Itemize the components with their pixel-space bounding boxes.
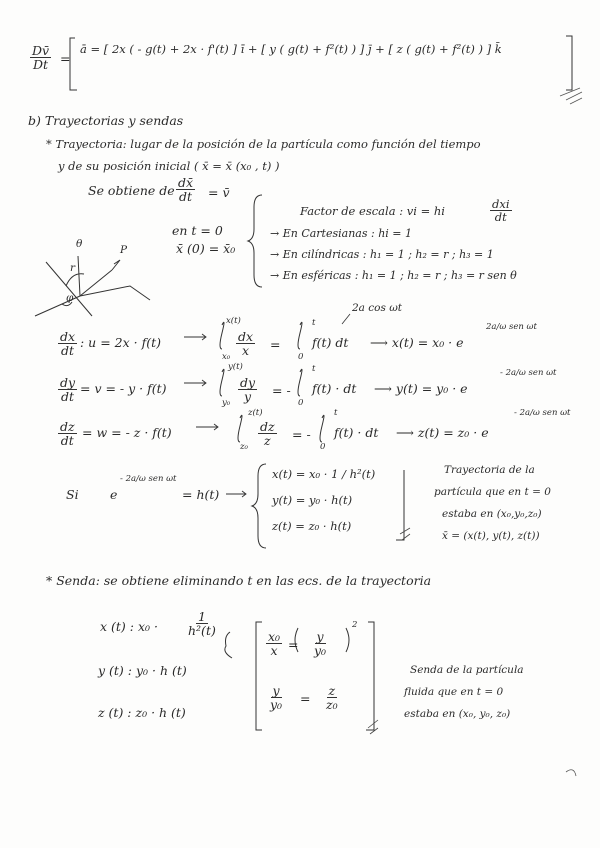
trajectory-definition-line1: * Trayectoria: lugar de la posición de la partícula como función del tiempo (46, 137, 481, 151)
scale-item-cartesian: → En Cartesianas : hi = 1 (270, 227, 413, 240)
fraction-denominator: y₀ (314, 643, 327, 659)
row1-int-upper: x(t) (226, 316, 241, 326)
scale-factor-fraction (490, 198, 512, 223)
initial-condition-time: en t = 0 (172, 223, 223, 238)
corner-mark (566, 770, 576, 776)
fraction-numerator: dxi (492, 197, 510, 211)
senda-z-line: z (t) : z₀ · h (t) (98, 705, 186, 720)
senda-ratio2-lhs (268, 684, 284, 711)
scale-item-cylindrical: → En cilíndricas : h₁ = 1 ; h₂ = r ; h₃ = 1 (270, 248, 494, 261)
fraction-denominator: z (264, 433, 271, 449)
si-rhs: = h(t) (182, 487, 220, 502)
row1-int2-lower: 0 (298, 352, 304, 362)
top-acceleration-expression: ā = [ 2x ( - g(t) + 2x · f'(t) ] ī + [ y ( g(t) + f²(t) ) ] j̄ + [ z ( g(t) + f²(t) ) ] k̄ (80, 42, 502, 56)
senda-note-line-1: Senda de la partícula (410, 664, 524, 676)
row1-exponent: 2a/ω sen ωt (486, 322, 537, 332)
fraction-numerator: x₀ (268, 629, 281, 644)
top-lhs-fraction (30, 44, 51, 71)
section-title: b) Trayectorias y sendas (28, 113, 184, 128)
scale-factor-title: Factor de escala : vi = hi (300, 204, 445, 218)
senda-ratio1-eq: = (288, 637, 299, 652)
row1-lhs-fraction (58, 330, 77, 357)
senda-ratio1-rhs (312, 630, 328, 657)
solution-z: z(t) = z₀ · h(t) (272, 519, 352, 533)
row1-eq: = (270, 337, 281, 352)
row2-int-lower: y₀ (222, 398, 231, 408)
row3-int2-upper: t (334, 408, 338, 418)
row1-result: ⟶ x(t) = x₀ · e (370, 335, 464, 350)
si-exponent: - 2a/ω sen ωt (120, 474, 177, 484)
sketch-label-r: r (70, 262, 76, 274)
row2-int-upper: y(t) (228, 362, 243, 372)
solution-x: x(t) = x₀ · 1 / h²(t) (272, 467, 376, 481)
scale-item-spherical: → En esféricas : h₁ = 1 ; h₂ = r ; h₃ = r sen θ (270, 269, 517, 282)
note-line-3: estaba en (x₀,y₀,z₀) (442, 508, 542, 520)
obtain-text: Se obtiene de (88, 183, 175, 198)
row3-int2-body: f(t) · dt (334, 425, 379, 440)
row3-int2-lower: 0 (320, 442, 326, 452)
row1-int2-upper: t (312, 318, 316, 328)
senda-note-line-3: estaba en (x₀, y₀, z₀) (404, 708, 511, 720)
coordinate-sketch (35, 256, 150, 316)
row3-int-fraction (258, 420, 277, 447)
si-base: e (110, 487, 118, 502)
fraction-denominator: Dt (33, 57, 49, 73)
fraction-denominator: x (242, 343, 250, 359)
fraction-numerator: y (272, 683, 280, 698)
row1-body: : u = 2x · f(t) (80, 335, 161, 350)
si-text: Si (66, 487, 79, 502)
fraction-denominator: dt (494, 210, 507, 225)
fraction-numerator: dx̄ (178, 175, 194, 190)
row3-exponent: - 2a/ω sen ωt (514, 408, 571, 418)
row3-int-lower: z₀ (240, 442, 248, 452)
trajectory-definition-line2: y de su posición inicial ( x̄ = x̄ (x₀ , t) ) (58, 159, 280, 173)
initial-condition-position: x̄ (0) = x̄₀ (176, 241, 236, 256)
row2-int2-upper: t (312, 364, 316, 374)
fraction-numerator: dx (60, 329, 76, 344)
fraction-denominator: y (244, 389, 252, 405)
brace (248, 195, 262, 287)
fraction-denominator: dt (61, 343, 75, 359)
senda-ratio2-rhs (324, 684, 340, 711)
row2-int2-lower: 0 (298, 398, 304, 408)
sketch-label-p: P (120, 244, 128, 256)
fraction-numerator: dy (60, 375, 76, 390)
fraction-numerator: dy (240, 375, 256, 390)
row2-body: = v = - y · f(t) (80, 381, 167, 396)
note-line-2: partícula que en t = 0 (434, 486, 551, 498)
velocity-fraction (176, 176, 195, 203)
row3-body: = w = - z · f(t) (82, 425, 172, 440)
velocity-equality: = v̄ (208, 185, 230, 200)
row2-exponent: - 2a/ω sen ωt (500, 368, 557, 378)
row2-int2-body: f(t) · dt (312, 381, 357, 396)
top-equals: = (60, 51, 71, 66)
senda-x-fraction (186, 610, 218, 637)
senda-y-line: y (t) : y₀ · h (t) (98, 663, 187, 678)
fraction-numerator: Dv̄ (32, 43, 50, 58)
senda-ratio1-lhs (266, 630, 282, 657)
fraction-denominator: dt (179, 189, 193, 205)
cos-note: 2a cos ωt (352, 302, 402, 314)
row1-int-lower: x₀ (222, 352, 231, 362)
sketch-label-phi: φ (66, 292, 74, 304)
sketch-label-theta: θ (76, 238, 83, 250)
fraction-numerator: y (316, 629, 324, 644)
fraction-denominator: y₀ (270, 697, 283, 713)
fraction-numerator: dx (238, 329, 254, 344)
senda-note-line-2: fluida que en t = 0 (404, 686, 504, 698)
row2-lhs-fraction (58, 376, 77, 403)
row3-lhs-fraction (58, 420, 77, 447)
row3-eq: = - (292, 427, 311, 442)
note-line-1: Trayectoria de la (444, 464, 535, 476)
senda-ratio2-eq: = (300, 691, 311, 706)
fraction-denominator: x (270, 643, 278, 659)
row1-int2-body: f(t) dt (312, 335, 349, 350)
row3-int-upper: z(t) (248, 408, 263, 418)
row2-result: ⟶ y(t) = y₀ · e (374, 381, 468, 396)
row2-eq: = - (272, 383, 291, 398)
row1-int-fraction (236, 330, 255, 357)
row2-int-fraction (238, 376, 257, 403)
fraction-denominator: h²(t) (188, 623, 216, 639)
fraction-numerator: dz (260, 419, 275, 434)
fraction-numerator: 1 (197, 609, 206, 624)
senda-title: * Senda: se obtiene eliminando t en las ecs. de la trayectoria (46, 573, 432, 588)
senda-ratio1-exponent: 2 (352, 620, 358, 630)
note-line-4: x̄ = (x(t), y(t), z(t)) (442, 530, 540, 542)
fraction-numerator: z (328, 683, 336, 698)
fraction-denominator: dt (60, 433, 74, 449)
fraction-denominator: dt (61, 389, 75, 405)
row3-result: ⟶ z(t) = z₀ · e (396, 425, 489, 440)
fraction-numerator: dz (60, 419, 75, 434)
senda-x-lhs: x (t) : x₀ · (100, 619, 158, 634)
solution-y: y(t) = y₀ · h(t) (272, 493, 353, 507)
fraction-denominator: z₀ (326, 697, 338, 713)
